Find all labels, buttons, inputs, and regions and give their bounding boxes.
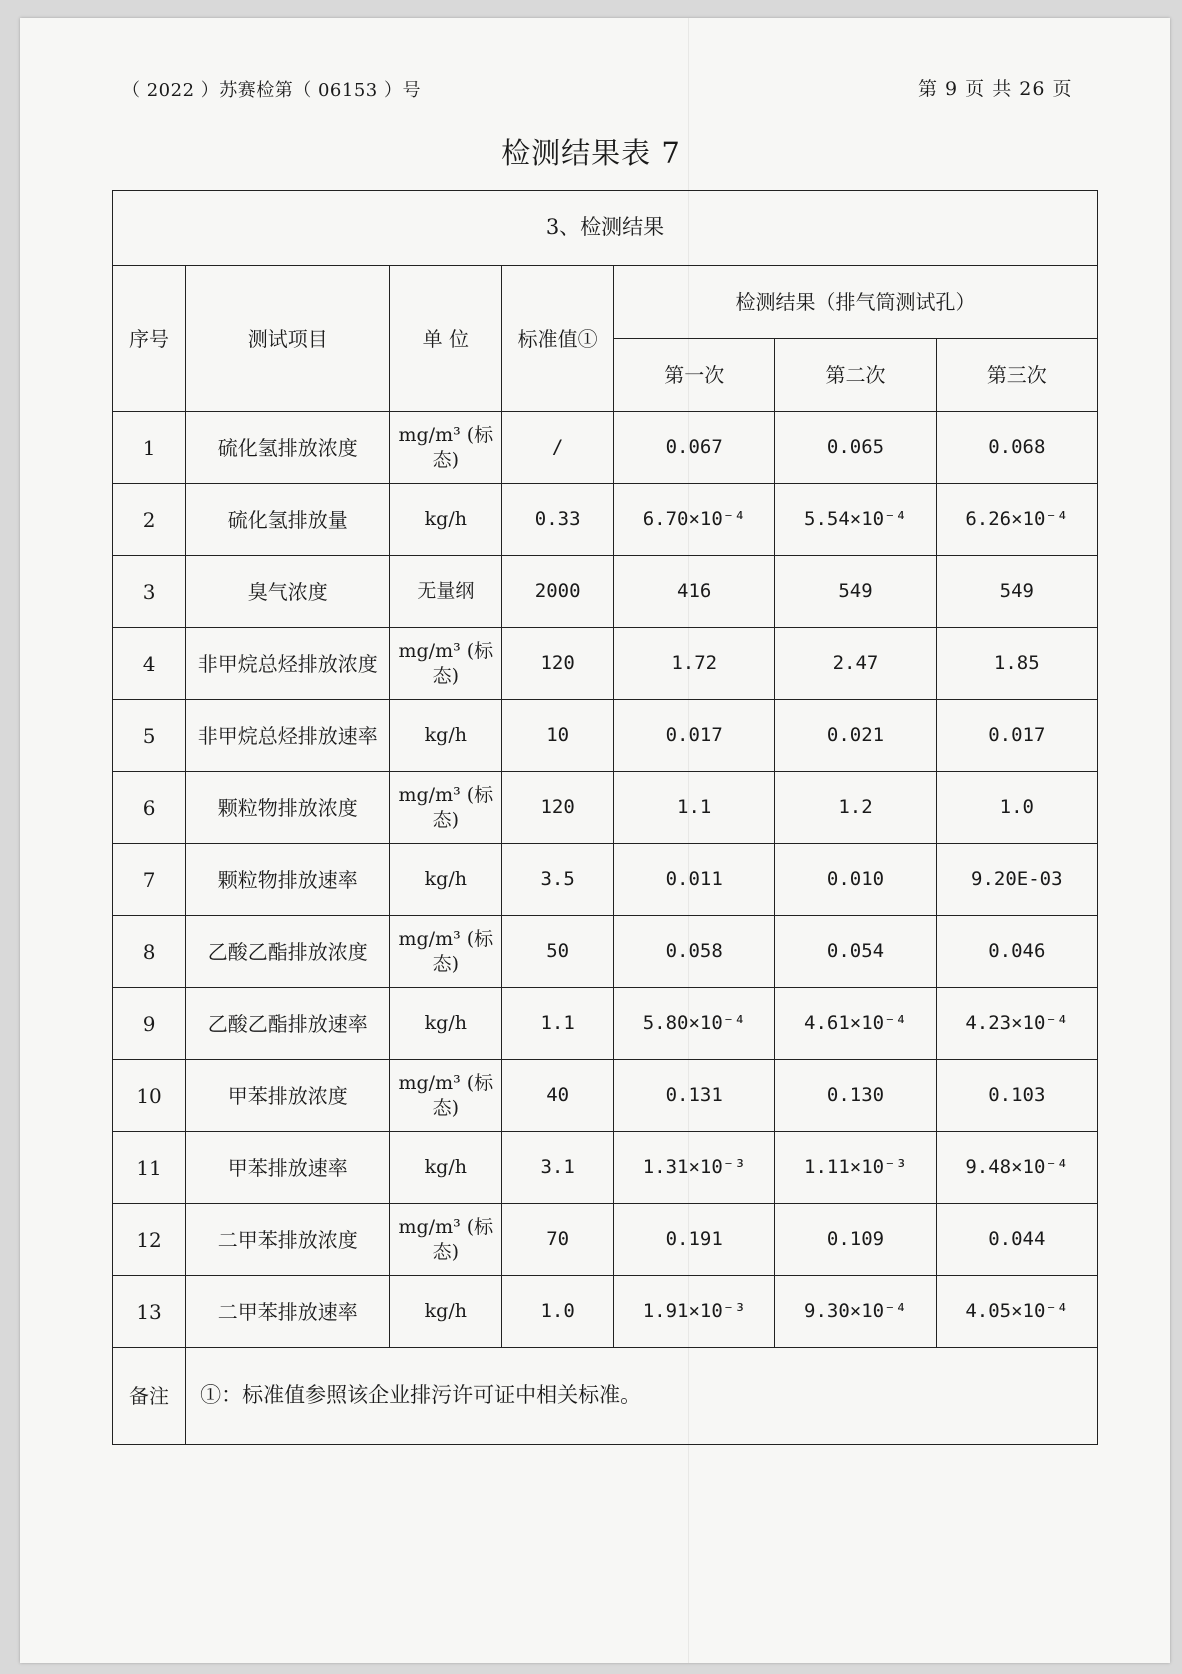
row-third-result: 4.05×10⁻⁴ bbox=[936, 1276, 1097, 1348]
table-row bbox=[113, 556, 1098, 628]
row-second-result: 9.30×10⁻⁴ bbox=[775, 1276, 936, 1348]
row-first-result: 0.191 bbox=[614, 1204, 775, 1276]
row-first-result: 0.131 bbox=[614, 1060, 775, 1132]
table-row bbox=[113, 772, 1098, 844]
results-table bbox=[112, 190, 1098, 1445]
row-seq: 7 bbox=[113, 844, 186, 916]
row-unit: kg/h bbox=[390, 1132, 502, 1204]
table-row bbox=[113, 1132, 1098, 1204]
row-first-result: 1.91×10⁻³ bbox=[614, 1276, 775, 1348]
table-row bbox=[113, 1060, 1098, 1132]
row-seq: 10 bbox=[113, 1060, 186, 1132]
row-first-result: 6.70×10⁻⁴ bbox=[614, 484, 775, 556]
table-row bbox=[113, 916, 1098, 988]
table-row bbox=[113, 412, 1098, 484]
row-item: 非甲烷总烃排放浓度 bbox=[186, 628, 390, 700]
col-header-first: 第一次 bbox=[614, 339, 775, 412]
row-seq: 9 bbox=[113, 988, 186, 1060]
row-first-result: 0.017 bbox=[614, 700, 775, 772]
row-first-result: 5.80×10⁻⁴ bbox=[614, 988, 775, 1060]
table-row bbox=[113, 1204, 1098, 1276]
row-item: 颗粒物排放浓度 bbox=[186, 772, 390, 844]
row-second-result: 4.61×10⁻⁴ bbox=[775, 988, 936, 1060]
row-seq: 6 bbox=[113, 772, 186, 844]
row-first-result: 416 bbox=[614, 556, 775, 628]
row-seq: 12 bbox=[113, 1204, 186, 1276]
row-seq: 5 bbox=[113, 700, 186, 772]
row-standard: 120 bbox=[502, 628, 614, 700]
section-row bbox=[113, 191, 1098, 266]
row-unit: mg/m³ (标态) bbox=[390, 1060, 502, 1132]
row-third-result: 0.068 bbox=[936, 412, 1097, 484]
row-item: 颗粒物排放速率 bbox=[186, 844, 390, 916]
page-indicator: 第 9 页 共 26 页 bbox=[918, 78, 1073, 100]
section-label: 3、检测结果 bbox=[113, 191, 1098, 266]
row-unit: kg/h bbox=[390, 988, 502, 1060]
row-first-result: 1.1 bbox=[614, 772, 775, 844]
col-header-seq: 序号 bbox=[113, 266, 186, 412]
col-header-item: 测试项目 bbox=[186, 266, 390, 412]
row-standard: 10 bbox=[502, 700, 614, 772]
row-standard: 1.0 bbox=[502, 1276, 614, 1348]
table-title: 检测结果表 7 bbox=[501, 136, 681, 170]
row-first-result: 0.067 bbox=[614, 412, 775, 484]
col-header-third: 第三次 bbox=[936, 339, 1097, 412]
row-item: 甲苯排放浓度 bbox=[186, 1060, 390, 1132]
row-unit: kg/h bbox=[390, 844, 502, 916]
remark-text: ①：标准值参照该企业排污许可证中相关标准。 bbox=[186, 1348, 1098, 1445]
row-seq: 3 bbox=[113, 556, 186, 628]
row-standard: 40 bbox=[502, 1060, 614, 1132]
row-standard: 3.1 bbox=[502, 1132, 614, 1204]
row-first-result: 1.31×10⁻³ bbox=[614, 1132, 775, 1204]
header-row bbox=[113, 266, 1098, 339]
row-third-result: 1.85 bbox=[936, 628, 1097, 700]
row-seq: 11 bbox=[113, 1132, 186, 1204]
row-unit: kg/h bbox=[390, 1276, 502, 1348]
row-second-result: 0.010 bbox=[775, 844, 936, 916]
row-unit: mg/m³ (标态) bbox=[390, 412, 502, 484]
row-second-result: 0.021 bbox=[775, 700, 936, 772]
row-third-result: 9.48×10⁻⁴ bbox=[936, 1132, 1097, 1204]
row-second-result: 0.054 bbox=[775, 916, 936, 988]
col-header-standard: 标准值① bbox=[502, 266, 614, 412]
table-row bbox=[113, 988, 1098, 1060]
row-first-result: 0.058 bbox=[614, 916, 775, 988]
col-header-unit: 单 位 bbox=[390, 266, 502, 412]
row-third-result: 1.0 bbox=[936, 772, 1097, 844]
col-header-second: 第二次 bbox=[775, 339, 936, 412]
row-item: 乙酸乙酯排放速率 bbox=[186, 988, 390, 1060]
row-item: 二甲苯排放速率 bbox=[186, 1276, 390, 1348]
row-item: 二甲苯排放浓度 bbox=[186, 1204, 390, 1276]
row-unit: mg/m³ (标态) bbox=[390, 772, 502, 844]
report-number: （ 2022 ）苏赛检第（ 06153 ）号 bbox=[122, 80, 421, 101]
row-third-result: 9.20E-03 bbox=[936, 844, 1097, 916]
results-body bbox=[113, 412, 1098, 1348]
col-header-result-group: 检测结果（排气筒测试孔） bbox=[614, 266, 1098, 339]
row-seq: 1 bbox=[113, 412, 186, 484]
row-standard: / bbox=[502, 412, 614, 484]
table-row bbox=[113, 700, 1098, 772]
row-unit: mg/m³ (标态) bbox=[390, 1204, 502, 1276]
row-unit: mg/m³ (标态) bbox=[390, 628, 502, 700]
row-seq: 4 bbox=[113, 628, 186, 700]
row-third-result: 4.23×10⁻⁴ bbox=[936, 988, 1097, 1060]
row-second-result: 2.47 bbox=[775, 628, 936, 700]
row-second-result: 1.11×10⁻³ bbox=[775, 1132, 936, 1204]
row-third-result: 549 bbox=[936, 556, 1097, 628]
row-unit: mg/m³ (标态) bbox=[390, 916, 502, 988]
row-unit: kg/h bbox=[390, 484, 502, 556]
remark-row bbox=[113, 1348, 1098, 1445]
row-third-result: 0.044 bbox=[936, 1204, 1097, 1276]
row-item: 硫化氢排放浓度 bbox=[186, 412, 390, 484]
row-seq: 8 bbox=[113, 916, 186, 988]
row-item: 臭气浓度 bbox=[186, 556, 390, 628]
row-third-result: 6.26×10⁻⁴ bbox=[936, 484, 1097, 556]
row-second-result: 1.2 bbox=[775, 772, 936, 844]
row-third-result: 0.017 bbox=[936, 700, 1097, 772]
row-item: 甲苯排放速率 bbox=[186, 1132, 390, 1204]
row-first-result: 0.011 bbox=[614, 844, 775, 916]
table-row bbox=[113, 484, 1098, 556]
row-first-result: 1.72 bbox=[614, 628, 775, 700]
row-standard: 50 bbox=[502, 916, 614, 988]
row-second-result: 0.130 bbox=[775, 1060, 936, 1132]
row-standard: 3.5 bbox=[502, 844, 614, 916]
row-second-result: 0.109 bbox=[775, 1204, 936, 1276]
remark-label: 备注 bbox=[113, 1348, 186, 1445]
row-second-result: 0.065 bbox=[775, 412, 936, 484]
row-standard: 1.1 bbox=[502, 988, 614, 1060]
row-seq: 2 bbox=[113, 484, 186, 556]
row-unit: kg/h bbox=[390, 700, 502, 772]
table-row bbox=[113, 844, 1098, 916]
table-row bbox=[113, 628, 1098, 700]
table-row bbox=[113, 1276, 1098, 1348]
row-third-result: 0.046 bbox=[936, 916, 1097, 988]
row-standard: 0.33 bbox=[502, 484, 614, 556]
row-item: 非甲烷总烃排放速率 bbox=[186, 700, 390, 772]
row-item: 硫化氢排放量 bbox=[186, 484, 390, 556]
row-standard: 70 bbox=[502, 1204, 614, 1276]
row-second-result: 5.54×10⁻⁴ bbox=[775, 484, 936, 556]
row-third-result: 0.103 bbox=[936, 1060, 1097, 1132]
row-standard: 120 bbox=[502, 772, 614, 844]
row-seq: 13 bbox=[113, 1276, 186, 1348]
row-second-result: 549 bbox=[775, 556, 936, 628]
row-unit: 无量纲 bbox=[390, 556, 502, 628]
row-standard: 2000 bbox=[502, 556, 614, 628]
row-item: 乙酸乙酯排放浓度 bbox=[186, 916, 390, 988]
